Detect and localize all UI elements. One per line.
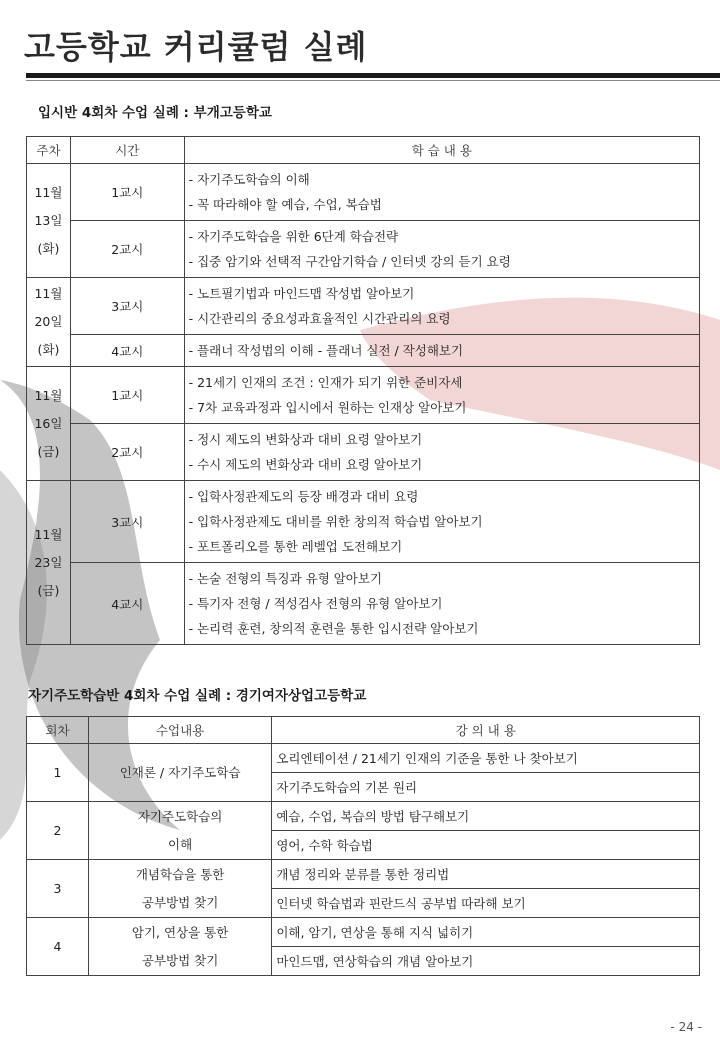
content-cell — [184, 367, 699, 424]
table-row — [27, 918, 700, 947]
page-title: 고등학교 커리큘럼 실례 — [24, 28, 368, 66]
content-line: - 입학사정관제도의 등장 배경과 대비 요령 — [188, 489, 419, 504]
lecture-content-cell: 마인드맵, 연상학습의 개념 알아보기 — [272, 947, 700, 976]
date-line: 23일 — [34, 554, 63, 570]
date-line: (화) — [37, 342, 60, 357]
period-cell: 4교시 — [70, 335, 184, 367]
table-row — [27, 424, 700, 481]
subject-line: 자기주도학습의 — [137, 808, 223, 824]
content-line: - 노트필기법과 마인드맵 작성법 알아보기 — [188, 286, 415, 301]
content-line: - 논술 전형의 특징과 유형 알아보기 — [188, 571, 383, 586]
content-line: - 정시 제도의 변화상과 대비 요령 알아보기 — [188, 432, 423, 447]
title-divider — [26, 73, 720, 78]
date-line: 20일 — [34, 314, 63, 329]
table-row — [27, 860, 700, 889]
lecture-content-cell: 예습, 수업, 복습의 방법 탐구해보기 — [272, 802, 700, 831]
period-cell: 1교시 — [70, 367, 184, 424]
column-header: 수업내용 — [88, 717, 272, 744]
content-cell — [184, 563, 699, 645]
lecture-content-cell: 자기주도학습의 기본 원리 — [272, 773, 700, 802]
table-row — [27, 481, 700, 563]
subject-line: 암기, 연상을 통한 — [131, 924, 229, 940]
section1-table — [26, 136, 700, 645]
subject-line: 공부방법 찾기 — [141, 952, 219, 968]
date-line: 11월 — [34, 184, 63, 200]
subject-line: 이해 — [168, 836, 193, 852]
date-line: (화) — [37, 240, 60, 256]
content-cell — [184, 481, 699, 563]
column-header: 시간 — [70, 137, 184, 164]
lecture-content-cell: 영어, 수학 학습법 — [272, 831, 700, 860]
subject-line: 인재론 / 자기주도학습 — [119, 764, 241, 780]
table-row — [27, 335, 700, 367]
table-header-row — [27, 137, 700, 164]
section1-title: 입시반 4회차 수업 실례 : 부개고등학교 — [38, 105, 272, 121]
section2-table — [26, 716, 700, 976]
content-line: - 특기자 전형 / 적성검사 전형의 유형 알아보기 — [188, 596, 443, 611]
lecture-content-cell: 인터넷 학습법과 핀란드식 공부법 따라해 보기 — [272, 889, 700, 918]
subject-cell — [88, 744, 272, 802]
table-row — [27, 221, 700, 278]
content-cell — [184, 335, 699, 367]
session-number-cell: 1 — [27, 744, 89, 802]
subject-cell — [88, 918, 272, 976]
lecture-content-cell: 개념 정리와 분류를 통한 정리법 — [272, 860, 700, 889]
week-date-cell — [27, 164, 71, 278]
content-line: - 7차 교육과정과 입시에서 원하는 인재상 알아보기 — [188, 400, 467, 415]
table-row — [27, 563, 700, 645]
content-line: - 논리력 훈련, 창의적 훈련을 통한 입시전략 알아보기 — [188, 621, 479, 636]
column-header: 주차 — [27, 137, 71, 164]
content-line: - 시간관리의 중요성과효율적인 시간관리의 요령 — [188, 311, 451, 326]
table-row — [27, 164, 700, 221]
title-divider-thin — [26, 80, 720, 81]
table-row — [27, 367, 700, 424]
content-cell — [184, 424, 699, 481]
subject-line: 개념학습을 통한 — [135, 866, 225, 882]
period-cell: 2교시 — [70, 424, 184, 481]
subject-cell — [88, 860, 272, 918]
week-date-cell — [27, 481, 71, 645]
date-line: 11월 — [34, 526, 63, 542]
period-cell: 3교시 — [70, 481, 184, 563]
content-line: - 꼭 따라해야 할 예습, 수업, 복습법 — [188, 197, 382, 212]
page-number: - 24 - — [670, 1020, 702, 1034]
column-header: 회차 — [27, 717, 89, 744]
content-cell — [184, 278, 699, 335]
date-line: 13일 — [34, 212, 63, 228]
date-line: (금) — [37, 582, 60, 598]
period-cell: 3교시 — [70, 278, 184, 335]
period-cell: 4교시 — [70, 563, 184, 645]
session-number-cell: 2 — [27, 802, 89, 860]
table-row — [27, 802, 700, 831]
lecture-content-cell: 오리엔테이션 / 21세기 인재의 기준을 통한 나 찾아보기 — [272, 744, 700, 773]
content-line: - 자기주도학습을 위한 6단계 학습전략 — [188, 229, 399, 244]
session-number-cell: 3 — [27, 860, 89, 918]
table-header-row — [27, 717, 700, 744]
column-header: 강 의 내 용 — [272, 717, 700, 744]
content-line: - 플래너 작성법의 이해 - 플래너 실전 / 작성해보기 — [188, 343, 464, 358]
table-row — [27, 278, 700, 335]
content-cell — [184, 221, 699, 278]
content-line: - 21세기 인재의 조건 : 인재가 되기 위한 준비자세 — [188, 375, 463, 390]
week-date-cell — [27, 278, 71, 367]
date-line: (금) — [37, 443, 60, 459]
period-cell: 1교시 — [70, 164, 184, 221]
subject-line: 공부방법 찾기 — [141, 894, 219, 910]
content-line: - 수시 제도의 변화상과 대비 요령 알아보기 — [188, 457, 423, 472]
period-cell: 2교시 — [70, 221, 184, 278]
date-line: 16일 — [34, 415, 63, 431]
content-cell — [184, 164, 699, 221]
content-line: - 자기주도학습의 이해 — [188, 172, 310, 187]
content-line: - 입학사정관제도 대비를 위한 창의적 학습법 알아보기 — [188, 514, 483, 529]
column-header: 학 습 내 용 — [184, 137, 699, 164]
content-line: - 집중 암기와 선택적 구간암기학습 / 인터넷 강의 듣기 요령 — [188, 254, 511, 269]
table-row — [27, 744, 700, 773]
date-line: 11월 — [34, 387, 63, 403]
date-line: 11월 — [34, 286, 63, 301]
content-line: - 포트폴리오를 통한 레벨업 도전해보기 — [188, 539, 403, 554]
session-number-cell: 4 — [27, 918, 89, 976]
lecture-content-cell: 이해, 암기, 연상을 통해 지식 넓히기 — [272, 918, 700, 947]
week-date-cell — [27, 367, 71, 481]
subject-cell — [88, 802, 272, 860]
section2-title: 자기주도학습반 4회차 수업 실례 : 경기여자상업고등학교 — [28, 688, 367, 704]
